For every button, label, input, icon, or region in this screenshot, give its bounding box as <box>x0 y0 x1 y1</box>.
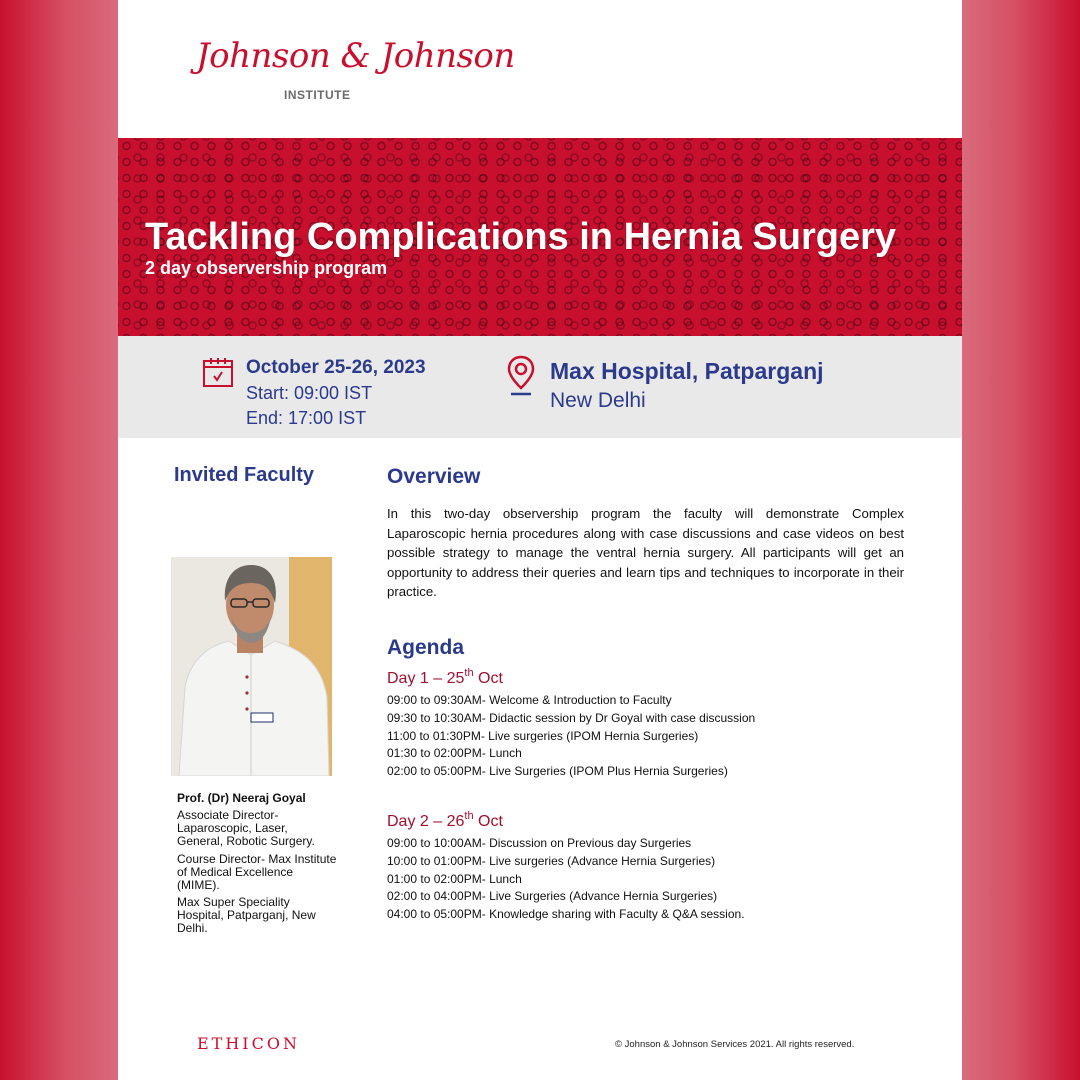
day-1-agenda-list <box>387 692 907 781</box>
day-2-title-text: Day 2 – 26 <box>387 813 465 830</box>
overview-text: In this two-day observership program the faculty will demonstrate Complex Laparoscopic hernia procedures along with case discussions and case videos on best possible strategy to manage the ventral hernia surgery. All participants will get an opportunity to address their queries and learn tips and techniques to incorporate in their practice. <box>387 506 904 599</box>
agenda-item: 09:00 to 09:30AM- Welcome & Introduction to Faculty <box>387 693 672 707</box>
agenda-item: 01:00 to 02:00PM- Lunch <box>387 871 522 886</box>
day-1-month: Oct <box>473 670 503 687</box>
overview-heading: Overview <box>387 465 481 488</box>
agenda-item: 01:30 to 02:00PM- Lunch <box>387 746 522 761</box>
event-info-band <box>118 336 962 438</box>
copyright-notice: © Johnson & Johnson Services 2021. All rights reserved. <box>615 1039 855 1050</box>
agenda-item: 02:00 to 05:00PM- Live Surgeries (IPOM Plus Hernia Surgeries) <box>387 764 728 779</box>
event-subtitle: 2 day observership program <box>145 258 388 278</box>
venue-city: New Delhi <box>550 389 646 412</box>
faculty-role: Max Super Speciality Hospital, Patparganj, New Delhi. <box>177 895 316 935</box>
faculty-role: Course Director- Max Institute of Medical Excellence (MIME). <box>177 852 337 892</box>
agenda-item: 11:00 to 01:30PM- Live surgeries (IPOM Hernia Surgeries) <box>387 728 699 743</box>
johnson-johnson-logo: Johnson & Johnson <box>196 36 515 76</box>
day-2-ordinal: th <box>464 810 474 822</box>
day-1-title-text: Day 1 – 25 <box>387 670 465 687</box>
event-start-time: Start: 09:00 IST <box>246 383 373 403</box>
agenda-item: 09:30 to 10:30AM- Didactic session by Dr Goyal with case discussion <box>387 710 756 725</box>
title-banner <box>118 138 962 336</box>
day-1-title <box>387 667 503 688</box>
agenda-item: 04:00 to 05:00PM- Knowledge sharing with Faculty & Q&A session. <box>387 907 745 922</box>
map-pin-icon <box>506 354 536 396</box>
flyer-page <box>118 0 962 1080</box>
agenda-item: 09:00 to 10:00AM- Discussion on Previous day Surgeries <box>387 836 692 850</box>
institute-label: INSTITUTE <box>284 88 351 102</box>
event-end-time: End: 17:00 IST <box>246 408 367 428</box>
agenda-item: 02:00 to 04:00PM- Live Surgeries (Advance Hernia Surgeries) <box>387 889 718 904</box>
invited-faculty-heading: Invited Faculty <box>174 464 315 486</box>
day-1-ordinal: th <box>464 667 474 679</box>
day-2-title <box>387 810 503 831</box>
event-title: Tackling Complications in Hernia Surgery <box>145 216 897 258</box>
day-2-agenda-list <box>387 835 907 924</box>
day-2-month: Oct <box>473 813 503 830</box>
ethicon-logo: ETHICON <box>197 1034 300 1053</box>
agenda-heading: Agenda <box>387 636 465 659</box>
event-date: October 25-26, 2023 <box>246 357 426 378</box>
calendar-icon <box>202 356 234 388</box>
venue-name: Max Hospital, Patparganj <box>550 358 824 384</box>
faculty-role: Associate Director- Laparoscopic, Laser, General, Robotic Surgery. <box>177 808 315 848</box>
faculty-name: Prof. (Dr) Neeraj Goyal <box>177 791 306 805</box>
faculty-photo <box>171 557 332 776</box>
agenda-item: 10:00 to 01:00PM- Live surgeries (Advance Hernia Surgeries) <box>387 853 716 868</box>
